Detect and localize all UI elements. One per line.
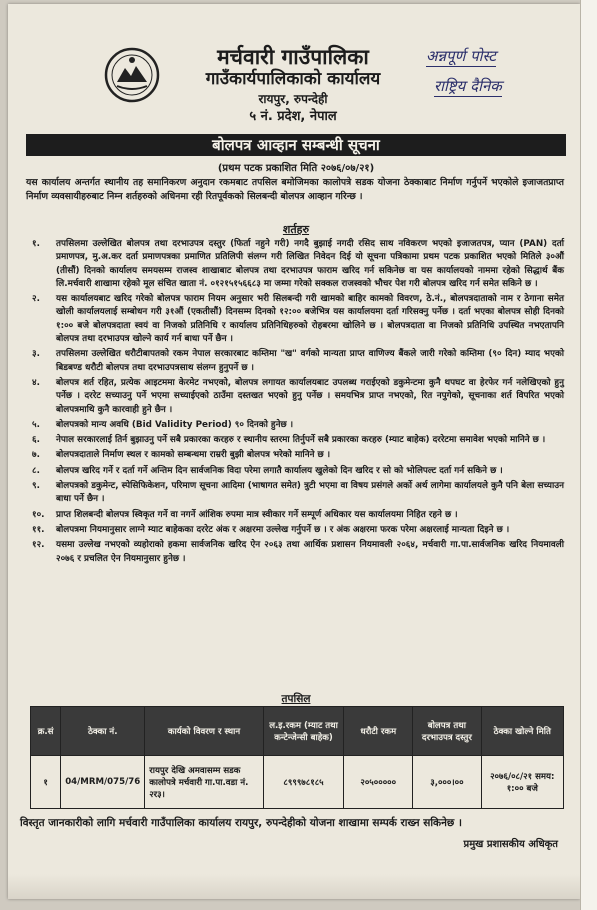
term-text: प्राप्त शिलबन्दी बोलपत्र स्विकृत गर्ने वा नगर्ने आंशिक रुपमा मात्र स्वीकार गर्ने सम्पूर्ण अधिकार यस कार्यालयमा निहित रहने छ । bbox=[56, 509, 458, 520]
signatory: प्रमुख प्रशासकीय अधिकृत bbox=[463, 839, 558, 850]
term-number: ११. bbox=[32, 524, 45, 535]
term-text: तपसिलमा उल्लेखित धरौटीबापतको रकम नेपाल सरकारबाट कम्तिमा "ख" वर्गको मान्यता प्राप्त वाणिज्य बैंकले जारी गरेको कम्तिमा (९० दिन) म्याद भएको बिडबण्ड धरौटी बोलपत्र तथा दरभाउपत्रसाथ संलग्न हुनुपर्ने छ । bbox=[56, 349, 564, 373]
schedule-table bbox=[30, 706, 564, 809]
cell-description: रायपुर देखि अमवासम्म सडक कालोपत्रे मर्चवारी गा.पा.वडा नं. २र३। bbox=[145, 756, 264, 809]
notice-header bbox=[8, 12, 580, 132]
page-shadow bbox=[8, 874, 580, 899]
nepal-emblem-icon bbox=[103, 46, 161, 104]
schedule-heading: तपसिल bbox=[281, 693, 311, 705]
term-number: ७. bbox=[32, 450, 40, 461]
term-item bbox=[26, 524, 564, 537]
term-item bbox=[26, 465, 564, 478]
term-item bbox=[26, 377, 564, 417]
col-header: धरौटी रकम bbox=[344, 707, 413, 756]
cell-estimate: ८९९९७८१८५ bbox=[263, 756, 343, 809]
term-number: १०. bbox=[32, 509, 45, 520]
term-text: बोलपत्रको मान्य अवधि (Bid Validity Period) ९० दिनको हुनेछ । bbox=[56, 419, 294, 430]
org-province: ५ नं. प्रदेश, नेपाल bbox=[249, 109, 337, 124]
term-text: बोलपत्र खरिद गर्ने र दर्ता गर्ने अन्तिम दिन सार्वजनिक विदा परेमा लगातै कार्यालय खुलेको दिन खरिद र सो को भोलिपल्ट दर्ता गर्न सकिने छ । bbox=[56, 465, 503, 476]
cell-contract-no: 04/MRM/075/76 bbox=[61, 756, 145, 809]
handwritten-newspaper-name: अन्नपूर्ण पोस्ट bbox=[426, 47, 496, 65]
notice-title: बोलपत्र आव्हान सम्बन्धी सूचना bbox=[26, 134, 566, 156]
term-number: ९. bbox=[32, 481, 40, 492]
term-number: १२. bbox=[32, 540, 45, 551]
term-item bbox=[26, 434, 564, 447]
term-item bbox=[26, 509, 564, 522]
col-header: बोलपत्र तथा दरभाउपत्र दस्तुर bbox=[413, 707, 481, 756]
cell-open-date: २०७६/०८/२१ समय: १:०० बजे bbox=[481, 756, 563, 809]
term-text: यसमा उल्लेख नभएको व्यहोराको हकमा सार्वजनिक खरिद ऐन २०६३ तथा आर्थिक प्रशासन नियमावली २०६४, मर्चवारी गा.पा.सार्वजनिक खरिद नियमावली २०७६ र प्रचलित ऐन नियमानुसार हुनेछ । bbox=[56, 540, 564, 564]
term-number: १. bbox=[32, 239, 40, 249]
cell-fee: ३,०००।०० bbox=[413, 756, 481, 809]
term-text: तपसिलमा उल्लेखित बोलपत्र तथा दरभाउपत्र दस्तुर (फिर्ता नहुने गरी) नगदै बुझाई नगदी रसिद साथ नविकरण भएको इजाजतपत्र, प्यान (PAN) दर्ता प्रमाणपत्र, मु.अ.कर दर्ता प्रमाणपत्रका प्रमाणित प्रतिलिपी संलग्न गरी लिखित निवेदन दिई यो सूचना पत्रिकामा प्रथम पटक प्रकाशित भएको मितिले ३०औं (तीसौं) दिनको कार्यालय समयसम्म राजस्व शाखाबाट बोलपत्र तथा दरभाउपत्र फाराम खरिद गर्न सकिनेछ वा यस कार्यालयको नाममा रहेको सिद्धार्थ बैंक लि.मर्चवारी शाखामा रहेको मूल संचित खाता नं. ०१२१५१५६६८३ मा जम्मा गरेको सक्कल राजस्वको भौचर पेश गरी बोलपत्र खरिद गर्न समेत सकिने छ । bbox=[56, 239, 564, 289]
handwritten-newspaper-type: राष्ट्रिय दैनिक bbox=[434, 77, 502, 95]
table-row bbox=[31, 756, 564, 809]
term-number: ४. bbox=[32, 377, 40, 388]
cell-deposit: २०५००००० bbox=[344, 756, 413, 809]
term-text: बोलपत्रदाताले निर्माण स्थल र कामको सम्बन्धमा राम्ररी बुझी बोलपत्र भरेको मानिने छ । bbox=[56, 450, 331, 461]
col-header: कार्यको विवरण र स्थान bbox=[145, 707, 264, 756]
term-text: नेपाल सरकारलाई तिर्न बुझाउनु पर्ने सबै प्रकारका करहरु र स्थानीय स्तरमा तिर्नुपर्ने सबै प्रकारका करहरु (म्याट बाहेक) दररेटमा समावेश भएको मानिने छ । bbox=[56, 435, 546, 446]
term-item bbox=[26, 539, 564, 566]
contact-note: विस्तृत जानकारीको लागि मर्चवारी गाउँपालिका कार्यालय रायपुर, रुपन्देहीको योजना शाखामा सम्पर्क राख्न सकिनेछ । bbox=[20, 817, 462, 829]
term-item bbox=[26, 293, 564, 346]
term-number: २. bbox=[32, 294, 40, 305]
term-number: ८. bbox=[32, 465, 40, 476]
term-item bbox=[26, 348, 564, 375]
org-office: गाउँकार्यपालिकाको कार्यालय bbox=[205, 69, 381, 89]
notice-intro: यस कार्यालय अन्तर्गत स्थानीय तह समानिकरण अनुदान रकमबाट तपसिल बमोजिमका कालोपत्रे सडक योजना ठेक्काबाट निर्माण गर्नुपर्ने भएकोले इजाजतप्राप्त निर्माण व्यवसायीहरुबाट निम्न शर्तहरुको अधिनमा रही रितपूर्वकको सिलबन्दी बोलपत्र आव्हान गरिन्छ । bbox=[26, 177, 564, 202]
col-header: ठेक्का नं. bbox=[61, 707, 145, 756]
term-number: ३. bbox=[32, 349, 40, 360]
term-text: बोलपत्रमा नियमानुसार लाग्ने म्याट बाहेकका दररेट अंक र अक्षरमा उल्लेख गर्नुपर्ने छ । र अंक अक्षरमा फरक परेमा अक्षरलाई मान्यता दिइने छ । bbox=[56, 524, 510, 535]
term-text: बोलपत्रको डकुमेन्ट, स्पेसिफिकेशन, परिमाण सूचना आदिमा (भाषागत समेत) त्रुटी भएमा वा विषय प्रसंगले अर्को अर्थ लागेमा कार्यालयले कुनै पनि बेला सच्याउन बाधा पर्ने छैन । bbox=[56, 481, 564, 505]
term-number: ५. bbox=[32, 419, 40, 430]
col-header: ठेक्का खोल्ने मिति bbox=[481, 707, 563, 756]
newspaper-clipping bbox=[8, 4, 580, 899]
term-item bbox=[26, 480, 564, 507]
term-item bbox=[26, 449, 564, 462]
col-header: क्र.सं bbox=[31, 707, 61, 756]
org-name: मर्चवारी गाउँपालिका bbox=[217, 45, 369, 69]
terms-heading: शर्तहरु bbox=[282, 223, 310, 236]
col-header: ल.इ.रकम (म्याट तथा कन्टेन्जेन्सी बाहेक) bbox=[263, 707, 343, 756]
term-number: ६. bbox=[32, 435, 40, 446]
term-text: यस कार्यालयबाट खरिद गरेको बोलपत्र फाराम नियम अनुसार भरी सिलबन्दी गरी खामको बाहिर कामको विवरण, ठे.नं., बोलपत्रदाताको नाम र ठेगाना समेत खोली कार्यालयलाई सम्बोधन गरी ३१औं (एकतीसौं) दिनसम्म दिनको १२:०० बजेभित्र यस कार्यालयमा दर्ता गरिसक्नु पर्नेछ । दर्ता भएका बोलपत्र सोही दिनको १:०० बजे बोलपत्रदाता स्वयं वा निजको प्रतिनिधि र कार्यालय प्रतिनिधिहरुको रोहबरमा खोलिने छ । बोलपत्रदाता वा निजको प्रतिनिधि उपस्थित नभएतापनि बोलपत्र तथा दरभाउपत्र खोल्ने कार्य गर्न बाधा पर्ने छैन । bbox=[56, 294, 564, 345]
term-item bbox=[26, 238, 564, 291]
publish-date-line: (प्रथम पटक प्रकाशित मिति २०७६/०७/२१) bbox=[217, 163, 375, 174]
term-text: बोलपत्र शर्त रहित, प्रत्येक आइटममा केरमेट नभएको, बोलपत्र लगायत कार्यालयबाट उपलब्ध गराईएको डकुमेन्टमा कुनै थपघट वा हेरफेर गर्न नलेखिएको हुनु पर्नेछ । दररेट सच्याउनु पर्ने भएमा सच्याईएको ठाउँमा दस्तखत भएको हुनु पर्नेछ । समयभित्र प्राप्त नभएको, रित नपुगेको, सूचनाका शर्त विपरित भएको बोलपत्रमाथि कुनै कारवाही हुने छैन । bbox=[56, 377, 564, 415]
cell-sn: १ bbox=[31, 756, 61, 809]
term-item bbox=[26, 419, 564, 432]
org-location: रायपुर, रुपन्देही bbox=[258, 92, 328, 106]
terms-list bbox=[26, 238, 564, 568]
adjacent-page-edge bbox=[580, 0, 597, 910]
